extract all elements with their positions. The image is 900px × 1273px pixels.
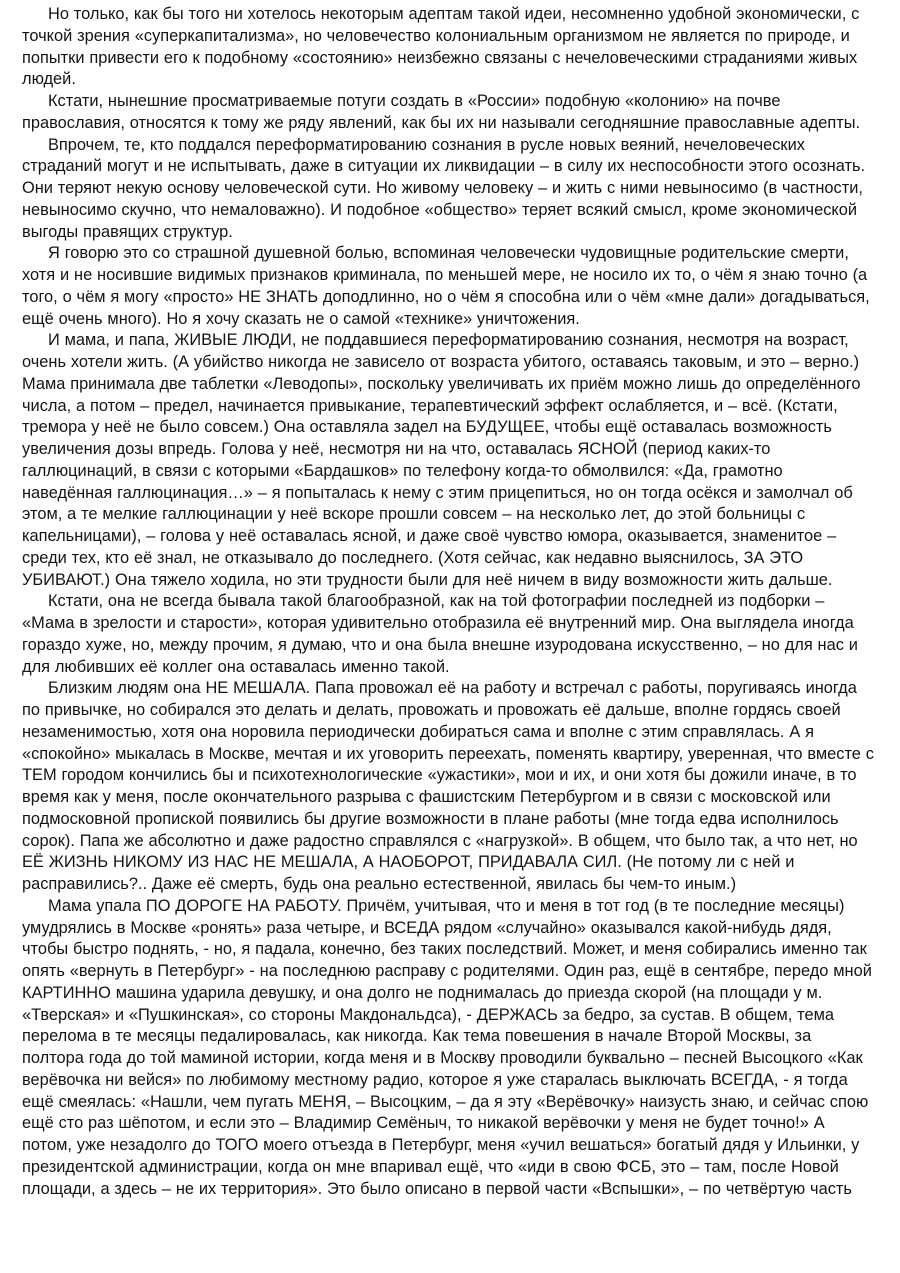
paragraph-6: Кстати, она не всегда бывала такой благообразной, как на той фотографии последней из подборки – «Мама в зрелости и старости», которая удивительно отобразила её внутренний мир. Она выглядела иногда гораздо хуже, но, между прочим, я думаю, что и она была внешне изуродована искусственно, – но для нас и для любивших её коллег она оставалась именно такой. — [22, 592, 858, 676]
paragraph-3: Впрочем, те, кто поддался переформатированию сознания в русле новых веяний, нечеловеческих страданий могут и не испытывать, даже в ситуации их ликвидации – в силу их неспособности этого осознать. Они теряют некую основу человеческой сути. Но живому человеку – и жить с ними невыносимо (в частности, невыносимо скучно, что немаловажно). И подобное «общество» теряет всякий смысл, кроме экономической выгоды правящих структур. — [22, 135, 866, 241]
paragraph-8: Мама упала ПО ДОРОГЕ НА РАБОТУ. Причём, учитывая, что и меня в тот год (в те последние месяцы) умудрялись в Москве «ронять» раза четыре, и ВСЕДА рядом «случайно» оказывался какой-нибудь дядя, чтобы быстро поднять, - но, я падала, конечно, без таких последствий. Может, и меня собирались именно так опять «вернуть в Петербург» - на последнюю расправу с родителями. Один раз, ещё в сентябре, передо мной КАРТИННО машина ударила девушку, и она долго не поднималась до приезда скорой (на площади у м. «Тверская» и «Пушкинская», со стороны Макдональдса), - ДЕРЖАСЬ за бедро, за сустав. В общем, тема перелома в те месяцы педалировалась, как никогда. Как тема повешения в начале Второй Москвы, за полтора года до той маминой истории, когда меня и в Москву проводили буквально – песней Высоцкого «Как верёвочка ни вейся» по любимому местному радио, которое я уже старалась выключать ВСЕГДА, - я тогда ещё смеялась: «Нашли, чем пугать МЕНЯ, – Высоцким, – да я эту «Верёвочку» наизусть знаю, и сейчас спою ещё сто раз шёпотом, и если это – Владимир Семёныч, то никакой верёвочки у меня не будет точно!» А потом, уже незадолго до ТОГО моего отъезда в Петербург, меня «учил вешаться» богатый дядя у Ильинки, у президентской администрации, когда он мне впаривал ещё, что «иди в свою ФСБ, это – там, после Новой площади, а здесь – не их территория». Это было описано в первой части «Вспышки», – по четвёртую часть — [22, 896, 872, 1198]
paragraph-2: Кстати, нынешние просматриваемые потуги создать в «России» подобную «колонию» на почве православия, относятся к тому же ряду явлений, как бы их ни называли сегодняшние православные адепты. — [22, 92, 861, 132]
paragraph-7: Близким людям она НЕ МЕШАЛА. Папа провожал её на работу и встречал с работы, поругиваясь иногда по привычке, но собирался это делать и делать, провожать и провожать её дальше, вполне гордясь своей незаменимостью, хотя она норовила периодически добираться сама и вполне с этим справлялась. А я «спокойно» мыкалась в Москве, мечтая и их уговорить переехать, поменять квартиру, уверенная, что вместе с ТЕМ городом кончились бы и психотехнологические «ужастики», мои и их, и они хотя бы дожили иначе, в то время как у меня, после окончательного разрыва с фашистским Петербургом и в связи с московской или подмосковной пропиской появились бы другие возможности в плане работы (мне тогда едва исполнилось сорок). Папа же абсолютно и даже радостно справлялся с «нагрузкой». В общем, что было так, а что нет, но ЕЁ ЖИЗНЬ НИКОМУ ИЗ НАС НЕ МЕШАЛА, А НАОБОРОТ, ПРИДАВАЛА СИЛ. (Не потому ли с ней и расправились?.. Даже её смерть, будь она реально естественной, явилась бы чем-то иным.) — [22, 679, 874, 893]
paragraph-4: Я говорю это со страшной душевной болью, вспоминая человечески чудовищные родительские смерти, хотя и не носившие видимых признаков криминала, по меньшей мере, не носило их то, о чём я знаю точно (а того, о чём я могу «просто» НЕ ЗНАТЬ доподлинно, но о чём я способна или о чём «мне дали» догадываться, ещё очень много). Но я хочу сказать не о самой «технике» уничтожения. — [22, 244, 870, 328]
paragraph-5: И мама, и папа, ЖИВЫЕ ЛЮДИ, не поддавшиеся переформатированию сознания, несмотря на возраст, очень хотели жить. (А убийство никогда не зависело от возраста убитого, оставаясь таковым, и это – верно.) Мама принимала две таблетки «Леводопы», поскольку увеличивать их приём можно лишь до определённого числа, а потом – предел, начинается привыкание, терапевтический эффект ослабляется, и – всё. (Кстати, тремора у неё не было совсем.) Она оставляла задел на БУДУЩЕЕ, чтобы ещё оставалась возможность увеличения дозы впредь. Голова у неё, несмотря ни на что, оставалась ЯСНОЙ (период каких-то галлюцинаций, в связи с которыми «Бардашков» по телефону когда-то обмолвился: «Да, грамотно наведённая галлюцинация…» – я попыталась к нему с этим прицепиться, но он тогда осёкся и замолчал об этом, а те мелкие галлюцинации у неё вскоре прошли совсем – на несколько лет, до этой больницы с капельницами), – голова у неё оставалась ясной, и даже своё чувство юмора, оказывается, знаменитое – среди тех, кто её знал, не отказывало до последнего. (Хотя сейчас, как недавно выяснилось, ЗА ЭТО УБИВАЮТ.) Она тяжело ходила, но эти трудности были для неё ничем в виду возможности жить дальше. — [22, 331, 861, 589]
paragraph-1: Но только, как бы того ни хотелось некоторым адептам такой идеи, несомненно удобной экономически, с точкой зрения «суперкапитализма», но человечество колониальным организмом не является по природе, и попытки привести его к подобному «состоянию» неизбежно связаны с нечеловеческими страданиями живых людей. — [22, 5, 860, 89]
